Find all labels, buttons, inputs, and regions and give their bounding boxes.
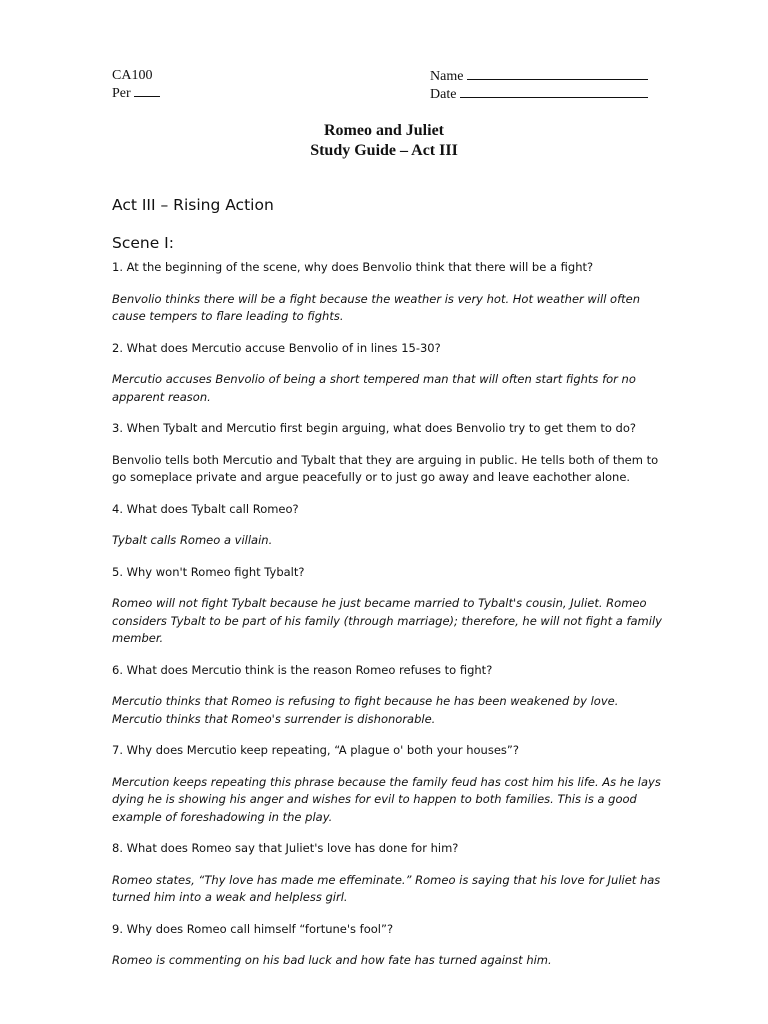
name-label: Name [430, 69, 464, 84]
question-3: 3. When Tybalt and Mercutio first begin arguing, what does Benvolio try to get them to do? [112, 421, 636, 435]
header-right [430, 67, 648, 103]
question-9: 9. Why does Romeo call himself “fortune's fool”? [112, 921, 394, 936]
period-label: Per [112, 86, 131, 101]
question-answer-list [112, 259, 672, 984]
answer-3: Benvolio tells both Mercutio and Tybalt that they are arguing in public. He tells both of them to go someplace private and argue peacefully or to just go away and leave eachother alone. [112, 452, 659, 484]
answer-6: Mercutio thinks that Romeo is refusing to fight because he has been weakened by love. Mercutio thinks that Romeo's surrender is dishonorable. [112, 694, 619, 726]
question-8: 8. What does Romeo say that Juliet's love has done for him? [112, 841, 459, 855]
answer-9: Romeo is commenting on his bad luck and how fate has turned against him. [112, 953, 552, 967]
date-field [430, 85, 648, 103]
question-6: 6. What does Mercutio think is the reason Romeo refuses to fight? [112, 662, 493, 677]
scene-heading: Scene I: [112, 234, 174, 252]
name-field [430, 67, 648, 85]
question-1: 1. At the beginning of the scene, why does Benvolio think that there will be a fight? [112, 260, 594, 274]
period-field [112, 84, 160, 102]
answer-7: Mercution keeps repeating this phrase because the family feud has cost him his life. As he lays dying he is showing his anger and wishes for evil to happen to both families. This is a good example of foreshadowing in the play. [112, 774, 661, 824]
period-blank-line [134, 84, 160, 97]
date-blank-line [460, 85, 648, 98]
answer-8: Romeo states, “Thy love has made me effeminate.” Romeo is saying that his love for Juliet has turned him into a weak and helpless girl. [112, 872, 661, 904]
question-7: 7. Why does Mercutio keep repeating, “A plague o' both your houses”? [112, 743, 519, 757]
answer-2: Mercutio accuses Benvolio of being a short tempered man that will often start fights for no apparent reason. [112, 372, 636, 404]
question-5: 5. Why won't Romeo fight Tybalt? [112, 564, 305, 579]
answer-4: Tybalt calls Romeo a villain. [112, 533, 273, 547]
answer-1: Benvolio thinks there will be a fight because the weather is very hot. Hot weather will often cause tempers to flare leading to fights. [112, 291, 641, 323]
document-title [0, 121, 768, 161]
act-heading: Act III – Rising Action [112, 196, 274, 214]
date-label: Date [430, 87, 457, 102]
question-4: 4. What does Tybalt call Romeo? [112, 501, 299, 516]
title-line-1: Romeo and Juliet [324, 122, 444, 139]
answer-5: Romeo will not fight Tybalt because he just became married to Tybalt's cousin, Juliet. Romeo considers Tybalt to be part of his family (through marriage); therefore, he will not fight a family member. [112, 596, 662, 645]
question-2: 2. What does Mercutio accuse Benvolio of in lines 15-30? [112, 340, 441, 355]
course-code: CA100 [112, 68, 153, 83]
title-line-2: Study Guide – Act III [310, 142, 458, 159]
name-blank-line [467, 67, 648, 80]
header-left [112, 67, 160, 102]
